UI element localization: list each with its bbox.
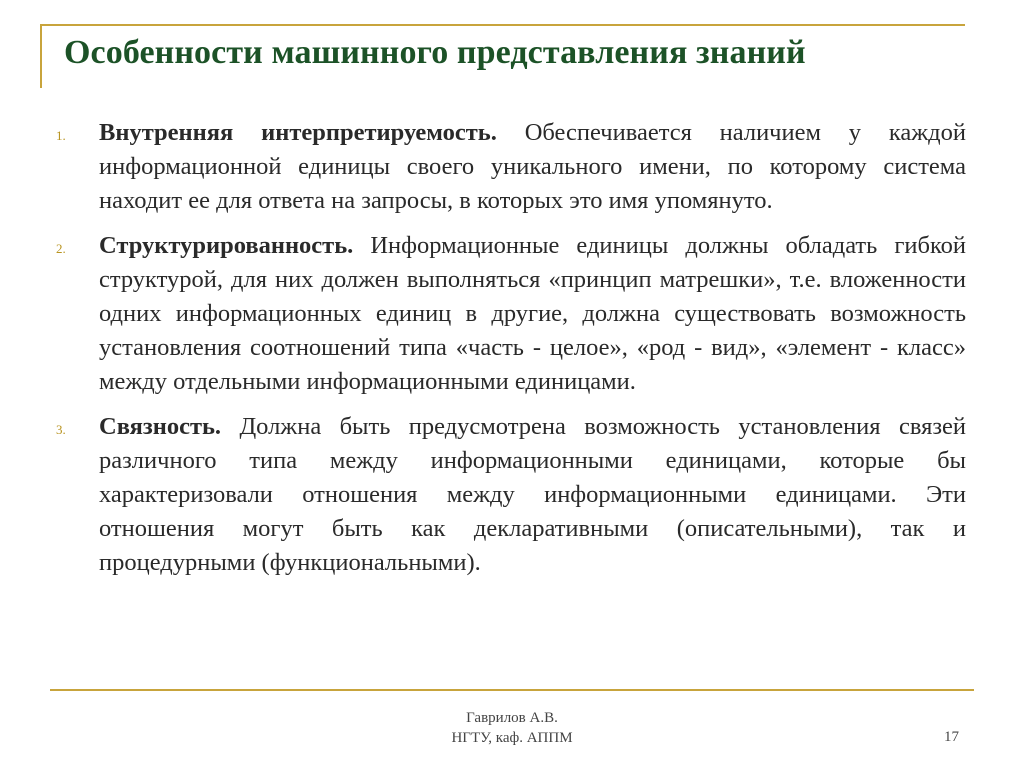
footer-department: НГТУ, каф. АППМ [451, 730, 573, 746]
item-text [99, 229, 966, 399]
item-number: 3. [56, 422, 66, 437]
list-item [56, 410, 966, 580]
item-description: Должна быть предусмотрена возможность установления связей различного типа между информационными единицами, которые бы характеризовали отношения между информационными единицами. Эти отношения могут быть как декларативными (описательными), так и процедурными (функциональными). [99, 413, 966, 576]
item-term: Внутренняя интерпретируемость. [99, 119, 497, 146]
item-number: 2. [56, 241, 66, 256]
list-item [56, 116, 966, 218]
item-description: Обеспечивается наличием у каждой информационной единицы своего уникального имени, по которому система находит ее для ответа на запросы, в которых это имя упомянуто. [99, 119, 966, 214]
list-item [56, 229, 966, 399]
item-text [99, 116, 966, 218]
footer [0, 708, 1024, 748]
item-description: Информационные единицы должны обладать гибкой структурой, для них должен выполняться «принцип матрешки», т.е. вложенности одних информационных единиц в другие, должна существовать возможность установления соотношений типа «часть - целое», «род - вид», «элемент - класс» между отдельными информационными единицами. [99, 232, 966, 395]
page-number: 17 [944, 729, 959, 745]
item-text [99, 410, 966, 580]
item-term: Структурированность. [99, 232, 354, 259]
bottom-divider [50, 689, 974, 691]
item-number: 1. [56, 128, 66, 143]
item-term: Связность. [99, 413, 222, 440]
features-list [56, 116, 966, 591]
left-accent-bar [40, 24, 42, 88]
top-divider [40, 24, 965, 26]
slide-title: Особенности машинного представления знаний [64, 34, 806, 71]
footer-author: Гаврилов А.В. [466, 710, 558, 726]
